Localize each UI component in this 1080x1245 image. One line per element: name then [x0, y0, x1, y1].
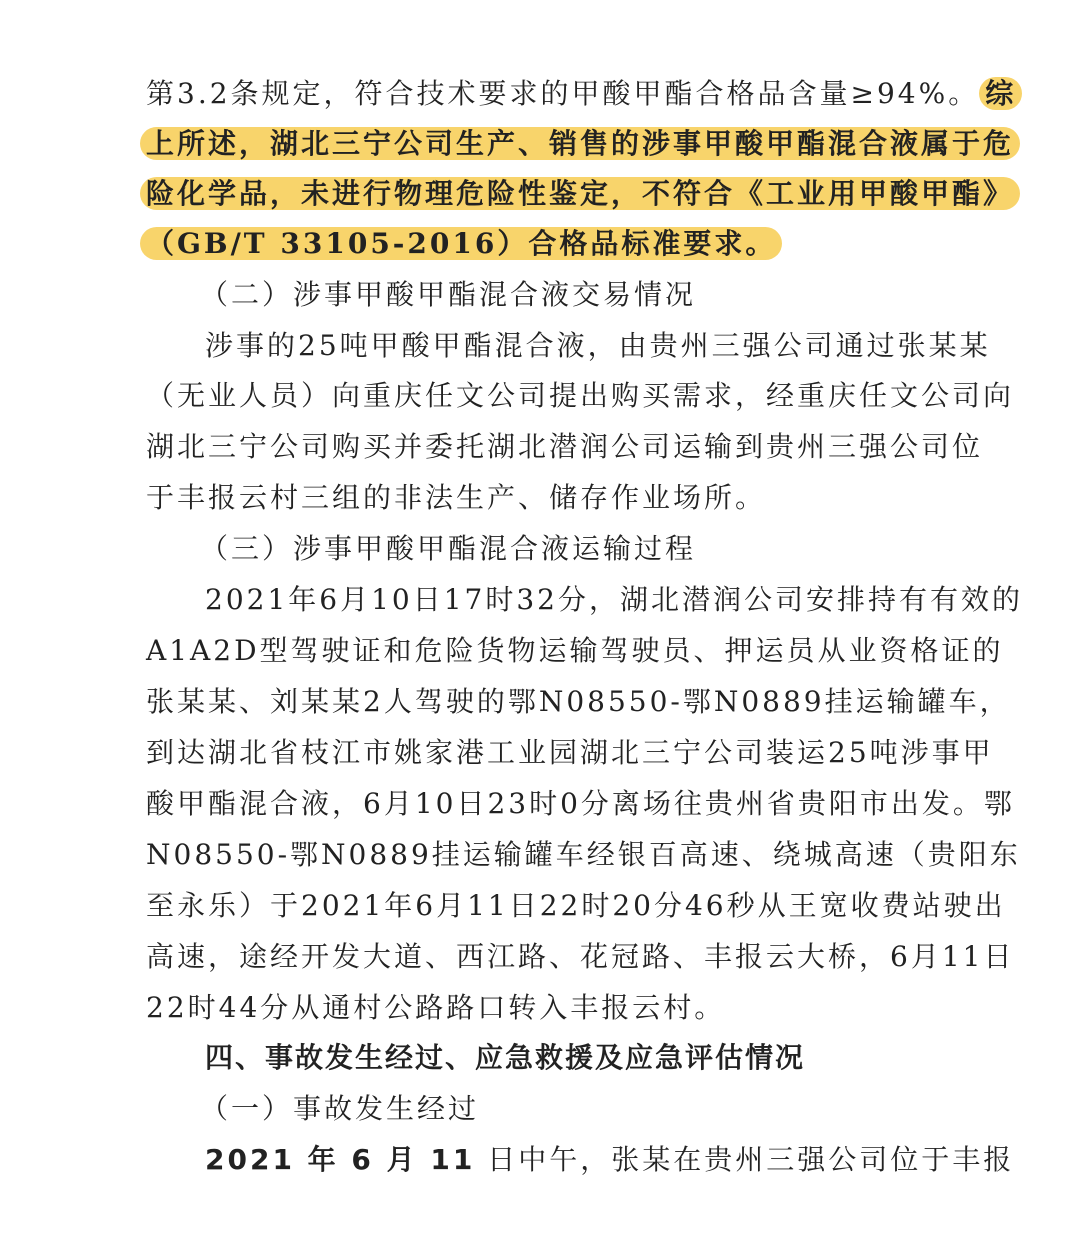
- text-segment: 第3.2条规定，符合技术要求的甲酸甲酯合格品含量≥94%。: [146, 77, 980, 110]
- section-subheading-text: （一）事故发生经过: [200, 1092, 480, 1125]
- paragraph-line-12: [0, 630, 1080, 672]
- text-segment: N08550-鄂N0889挂运输罐车经银百高速、绕城高速（贵阳东: [146, 838, 1021, 871]
- paragraph-line-4: [0, 223, 1080, 265]
- paragraph-line-18: [0, 936, 1080, 978]
- paragraph-line-14: [0, 732, 1080, 774]
- section-subheading-text: （三）涉事甲酸甲酯混合液运输过程: [200, 532, 697, 565]
- text-segment: 涉事的25吨甲酸甲酯混合液，由贵州三强公司通过张某某: [205, 329, 991, 362]
- paragraph-line-7: [0, 375, 1080, 417]
- highlighted-text: （GB/T 33105-2016）合格品标准要求。: [140, 227, 782, 260]
- highlighted-text: 综: [979, 77, 1022, 110]
- section-subheading: [0, 528, 1080, 570]
- paragraph-line-11: [0, 579, 1080, 621]
- paragraph-line-2: [0, 123, 1080, 165]
- paragraph-line-17: [0, 885, 1080, 927]
- section-subheading: [0, 1088, 1080, 1130]
- paragraph-line-15: [0, 783, 1080, 825]
- section-subheading: [0, 274, 1080, 316]
- paragraph-line-22: [0, 1139, 1080, 1181]
- paragraph-line-6: [0, 325, 1080, 367]
- text-segment: 酸甲酯混合液，6月10日23时0分离场往贵州省贵阳市出发。鄂: [146, 787, 1015, 820]
- text-segment: 于丰报云村三组的非法生产、储存作业场所。: [146, 481, 767, 514]
- text-segment: 22时44分从通村公路路口转入丰报云村。: [146, 991, 726, 1024]
- paragraph-line-8: [0, 426, 1080, 468]
- bold-date-text: 2021 年 6 月 11: [205, 1143, 476, 1176]
- highlighted-text: 上所述，湖北三宁公司生产、销售的涉事甲酸甲酯混合液属于危: [140, 127, 1020, 160]
- paragraph-line-19: [0, 987, 1080, 1029]
- text-segment: 至永乐）于2021年6月11日22时20分46秒从王宽收费站驶出: [146, 889, 1006, 922]
- text-segment: A1A2D型驾驶证和危险货物运输驾驶员、押运员从业资格证的: [146, 634, 1004, 667]
- highlighted-text: 险化学品，未进行物理危险性鉴定，不符合《工业用甲酸甲酯》: [140, 177, 1020, 210]
- paragraph-line-13: [0, 681, 1080, 723]
- text-segment: 到达湖北省枝江市姚家港工业园湖北三宁公司装运25吨涉事甲: [146, 736, 994, 769]
- text-segment: （无业人员）向重庆任文公司提出购买需求，经重庆任文公司向: [146, 379, 1015, 412]
- section-heading-text: 四、事故发生经过、应急救援及应急评估情况: [205, 1041, 806, 1074]
- section-subheading-text: （二）涉事甲酸甲酯混合液交易情况: [200, 278, 697, 311]
- text-segment: 日中午，张某在贵州三强公司位于丰报: [475, 1143, 1015, 1176]
- paragraph-line-9: [0, 477, 1080, 519]
- section-heading: [0, 1037, 1080, 1079]
- paragraph-line-1: [0, 73, 1080, 115]
- text-segment: 湖北三宁公司购买并委托湖北潜润公司运输到贵州三强公司位: [146, 430, 984, 463]
- text-segment: 张某某、刘某某2人驾驶的鄂N08550-鄂N0889挂运输罐车，: [146, 685, 1011, 718]
- paragraph-line-16: [0, 834, 1080, 876]
- text-segment: 2021年6月10日17时32分，湖北潜润公司安排持有有效的: [205, 583, 1023, 616]
- paragraph-line-3: [0, 173, 1080, 215]
- text-segment: 高速，途经开发大道、西江路、花冠路、丰报云大桥，6月11日: [146, 940, 1015, 973]
